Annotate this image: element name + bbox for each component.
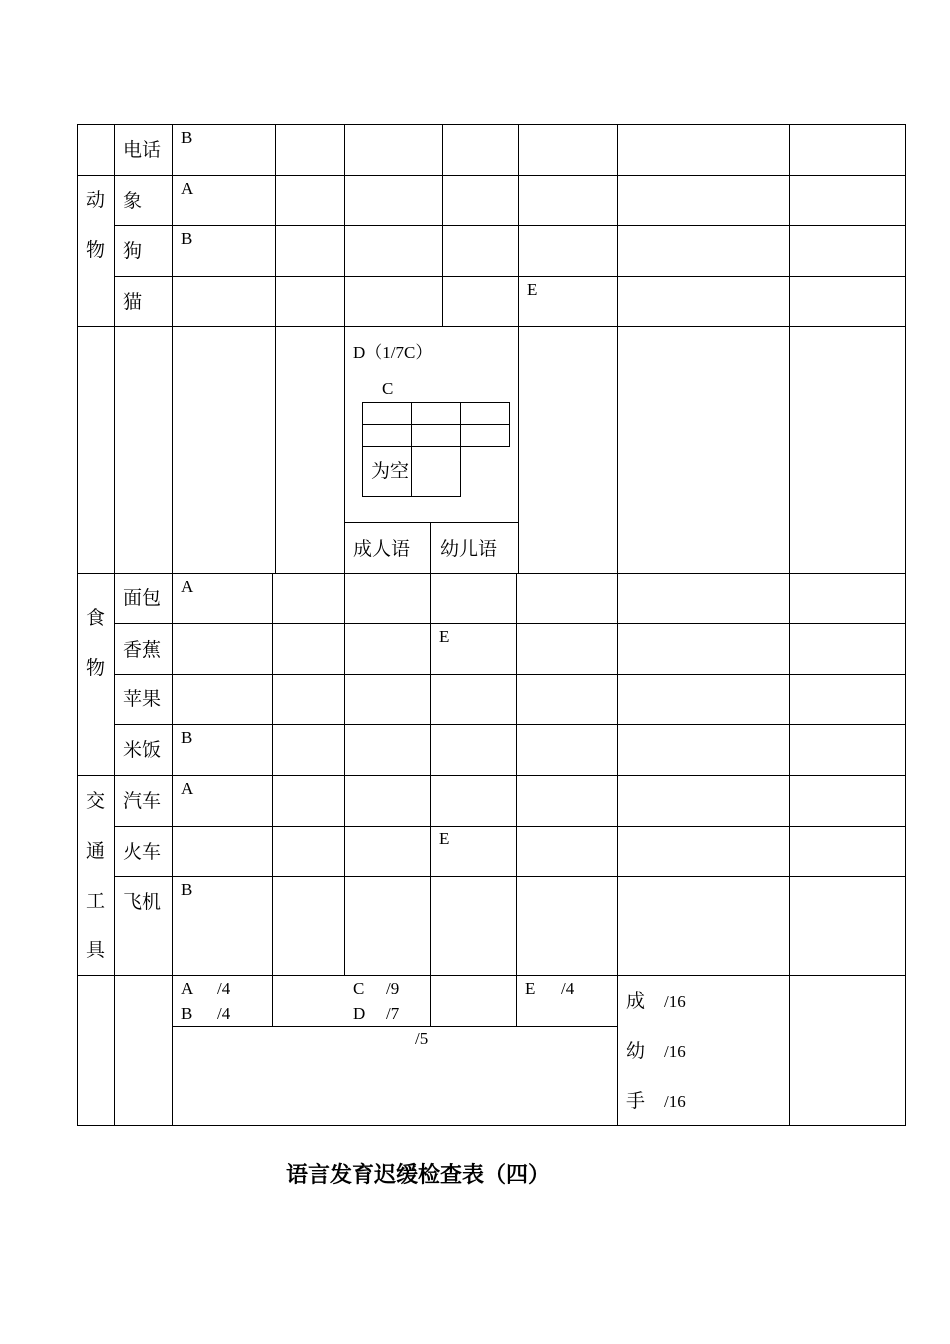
row-label-phone: 电话 [123, 139, 162, 161]
rule-line [114, 124, 115, 1126]
group-food-char: 物 [86, 657, 106, 679]
total-hand-label: 手 [626, 1090, 646, 1112]
mark-rice: B [181, 728, 193, 747]
adult-speech-label: 成人语 [353, 538, 411, 560]
total-hand-score: /16 [664, 1092, 686, 1111]
rule-line [518, 124, 519, 573]
grid-line [509, 402, 510, 447]
grid-line [362, 446, 510, 447]
grid-line [411, 402, 412, 497]
group-transport-char: 具 [86, 939, 106, 961]
rule-line [114, 724, 906, 725]
row-label-elephant: 象 [123, 190, 143, 212]
mark-train: E [439, 829, 450, 848]
total-b-letter: B [181, 1004, 193, 1023]
total-a-score: /4 [217, 979, 231, 998]
rule-line [114, 674, 906, 675]
rule-line [344, 124, 345, 976]
row-label-bread: 面包 [123, 587, 162, 609]
row-label-train: 火车 [123, 841, 162, 863]
rule-line [430, 522, 431, 573]
rule-line [430, 573, 431, 1026]
mark-plane: B [181, 880, 193, 899]
row-label-cat: 猫 [123, 291, 143, 313]
total-child-label: 幼 [626, 1040, 646, 1062]
rule-line [114, 276, 906, 277]
row-label-dog: 狗 [123, 240, 143, 262]
grid-line [362, 402, 510, 403]
mark-car: A [181, 779, 194, 798]
total-e-score: /4 [561, 979, 575, 998]
total-e-letter: E [525, 979, 536, 998]
total-d-letter: D [353, 1004, 366, 1023]
group-food-char: 食 [86, 607, 106, 629]
group-transport-char: 工 [86, 890, 106, 912]
group-transport-char: 交 [86, 790, 106, 812]
rule-line [905, 124, 906, 1126]
rule-line [172, 124, 173, 1126]
rule-line [77, 975, 906, 976]
rule-line [172, 1026, 618, 1027]
mark-cat: E [527, 280, 538, 299]
rule-line [77, 775, 906, 776]
rule-line [114, 876, 906, 877]
total-adult-label: 成 [626, 990, 646, 1012]
rule-line [617, 124, 618, 1126]
total-c-letter: C [353, 979, 365, 998]
empty-label: 为空 [371, 460, 410, 482]
row-label-rice: 米饭 [123, 739, 162, 761]
grid-line [362, 402, 363, 497]
d-label: D（1/7C） [353, 343, 433, 362]
mark-banana: E [439, 627, 450, 646]
row-label-apple: 苹果 [123, 688, 162, 710]
rule-line [344, 522, 518, 523]
rule-line [442, 124, 443, 327]
c-label: C [382, 379, 394, 398]
rule-line [114, 826, 906, 827]
group-animals-char: 动 [86, 189, 106, 211]
group-animals-char: 物 [86, 239, 106, 261]
rule-line [77, 175, 906, 176]
row-label-banana: 香蕉 [123, 639, 162, 661]
rule-line [77, 573, 906, 574]
rule-line [516, 573, 517, 1026]
rule-line [789, 124, 790, 1126]
rule-line [77, 124, 906, 125]
rule-line [272, 573, 273, 1026]
total-adult-score: /16 [664, 992, 686, 1011]
mark-phone: B [181, 128, 193, 147]
total-d-score: /7 [386, 1004, 400, 1023]
mark-elephant: A [181, 179, 194, 198]
page-title: 语言发育迟缓检查表（四） [286, 1163, 551, 1188]
total-c-score: /9 [386, 979, 400, 998]
rule-line [114, 225, 906, 226]
row-label-plane: 飞机 [123, 891, 162, 913]
child-speech-label: 幼儿语 [440, 538, 498, 560]
mark-dog: B [181, 229, 193, 248]
rule-line [77, 1125, 906, 1126]
rule-line [114, 623, 906, 624]
total-child-score: /16 [664, 1042, 686, 1061]
group-transport-char: 通 [86, 840, 106, 862]
grid-line [362, 424, 510, 425]
grid-line [460, 402, 461, 497]
subtotal-score: /5 [415, 1029, 429, 1048]
total-b-score: /4 [217, 1004, 231, 1023]
mark-bread: A [181, 577, 194, 596]
total-a-letter: A [181, 979, 194, 998]
rule-line [77, 326, 906, 327]
rule-line [275, 124, 276, 573]
row-label-car: 汽车 [123, 790, 162, 812]
rule-line [77, 124, 78, 1126]
